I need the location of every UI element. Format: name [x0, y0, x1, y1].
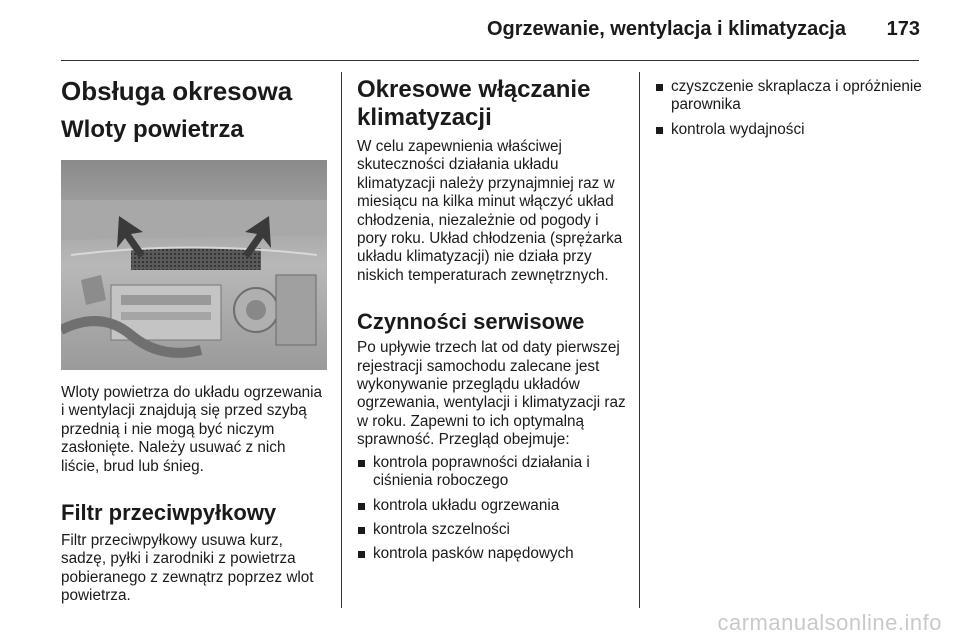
list-item-text: kontrola układu ogrzewania — [373, 496, 560, 514]
page-number: 173 — [886, 18, 920, 40]
list-item — [357, 454, 627, 491]
list-item-text: kontrola pasków napędowych — [373, 545, 574, 563]
list-item — [357, 497, 627, 515]
service-text: Po upływie trzech lat od daty pierwszej rejestracji samochodu zalecane jest wykonywanie przeglądu układów ogrzewania, wentylacji i klimatyzacji raz w roku. Zapewni to ich optymalną sprawność. Przegląd obejmuje: — [357, 339, 626, 449]
heading-periodic-ac: Okresowe włączanie klimatyzacji — [357, 76, 591, 131]
subheading-air-inlets: Wloty powietrza — [61, 116, 244, 143]
column-1 — [61, 72, 327, 606]
list-item — [357, 545, 627, 563]
bullet-square-icon — [358, 503, 365, 510]
service-list-continued — [655, 78, 925, 139]
list-item-text: kontrola szczelności — [373, 520, 510, 538]
column-divider-2 — [639, 72, 640, 608]
bullet-square-icon — [358, 551, 365, 558]
service-list — [357, 454, 627, 564]
list-item-text: kontrola poprawności działania i ciśnienia roboczego — [373, 453, 590, 490]
bullet-square-icon — [358, 527, 365, 534]
list-item — [655, 121, 925, 139]
engine-bay-photo — [61, 160, 327, 370]
periodic-ac-text: W celu zapewnienia właściwej skuteczności działania układu klimatyzacji należy przynajmniej raz w miesiącu na kilka minut włączyć układ chłodzenia, niezależnie od pogody i pory roku. Układ chłodzenia (sprężarka układu klimatyzacji) nie działa przy niskich temperaturach zewnętrznych. — [357, 138, 623, 284]
air-inlets-text: Wloty powietrza do układu ogrzewania i wentylacji znajdują się przed szybą przednią i nie mogą być niczym zasłonięte. Należy usuwać z nich liście, brud lub śnieg. — [61, 384, 323, 475]
watermark-text: carmanualsonline.info — [717, 610, 942, 635]
column-divider-1 — [341, 72, 342, 608]
list-item-text: czyszczenie skraplacza i opróżnienie parownika — [671, 78, 922, 114]
subheading-service: Czynności serwisowe — [357, 309, 585, 335]
bullet-square-icon — [656, 127, 663, 134]
column-3 — [655, 72, 925, 145]
list-item-text: kontrola wydajności — [671, 120, 805, 138]
list-item — [357, 521, 627, 539]
bullet-square-icon — [656, 84, 663, 91]
main-heading: Obsługa okresowa — [61, 76, 293, 106]
pollen-filter-text: Filtr przeciwpyłkowy usuwa kurz, sadzę, pyłki i zarodniki z powietrza pobieranego z zewnątrz poprzez wlot powietrza. — [61, 532, 314, 605]
bullet-square-icon — [358, 460, 365, 467]
subheading-pollen-filter: Filtr przeciwpyłkowy — [61, 500, 277, 526]
section-title: Ogrzewanie, wentylacja i klimatyzacja — [486, 18, 846, 40]
list-item — [655, 78, 925, 115]
column-2 — [357, 72, 627, 570]
header-divider — [61, 60, 919, 61]
